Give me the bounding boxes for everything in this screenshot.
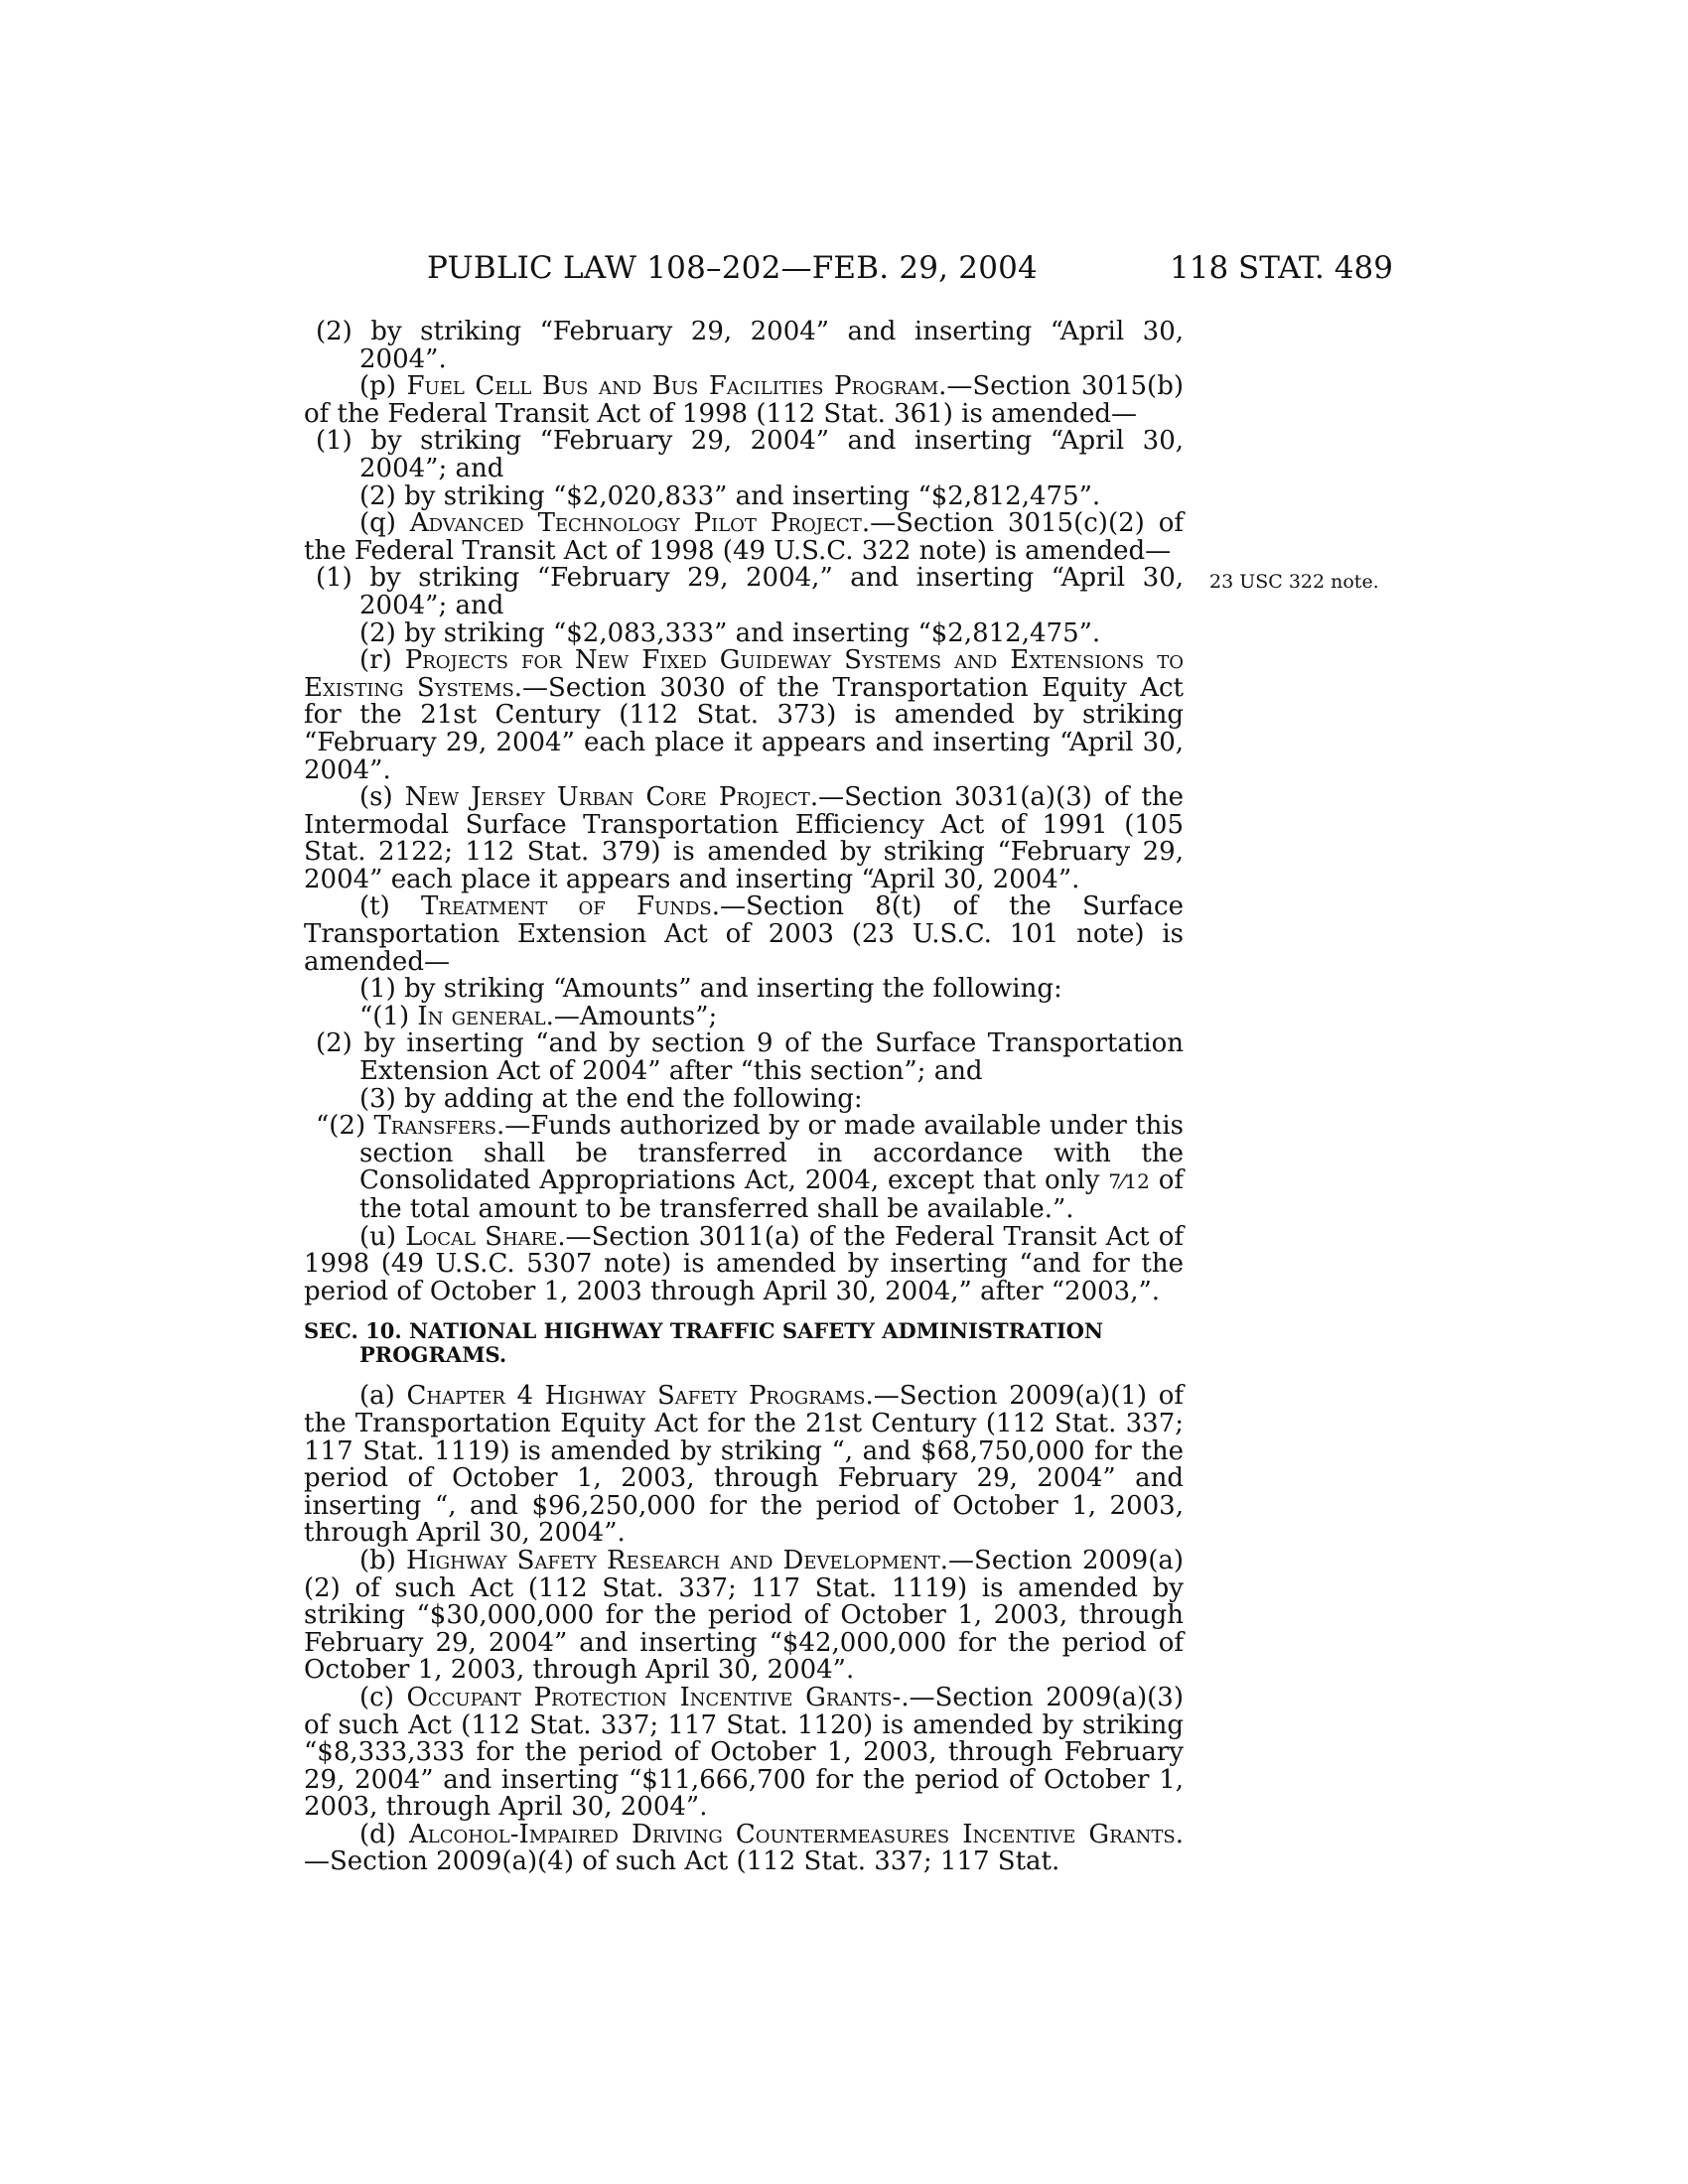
paragraph-p-2: (2) by striking “$2,020,833” and inserting “$2,812,475”. xyxy=(359,480,1101,511)
section-title: SEC. 10. NATIONAL HIGHWAY TRAFFIC SAFETY ADMINISTRATION PROGRAMS. xyxy=(304,1318,1104,1368)
paragraph-b xyxy=(304,1545,1184,1686)
paragraph-label: (d) xyxy=(359,1819,410,1849)
paragraph-t-2: (2) by inserting “and by section 9 of the Surface Transportation Extension Act of 2004” after “this section”; and xyxy=(316,1028,1184,1087)
section-heading: Treatment of Funds xyxy=(420,891,712,922)
section-heading: Fuel Cell Bus and Bus Facilities Program xyxy=(406,371,939,402)
section-heading: Local Share xyxy=(405,1221,558,1252)
paragraph-t-3-quote xyxy=(304,1113,1184,1223)
section-heading: Projects for New Fixed Guideway Systems and Extensions to Existing Systems xyxy=(304,645,1184,703)
paragraph-c xyxy=(304,1682,1184,1823)
paragraph-t-1-quote xyxy=(304,1001,1184,1031)
paragraph-label: (a) xyxy=(359,1381,407,1412)
paragraph-text: -.—Section 2009(a)(3) of such Act (112 Stat. 337; 117 Stat. 1120) is amended by striking “$8,333,333 for the period of October 1, 2003, through February 29, 2004” and inserting “$11,666,700 for the period of October 1, 2003, through April 30, 2004”. xyxy=(304,1682,1184,1823)
fraction: 7⁄12 xyxy=(1108,1169,1150,1194)
section-heading: Advanced Technology Pilot Project xyxy=(409,508,862,539)
paragraph-t-1: (1) by striking “Amounts” and inserting the following: xyxy=(359,974,1062,1005)
paragraph-q-2: (2) by striking “$2,083,333” and inserting “$2,812,475”. xyxy=(359,617,1101,648)
paragraph-label: (r) xyxy=(359,645,405,676)
paragraph-q xyxy=(304,510,1184,565)
paragraph-text: .—Section 3015(b) of the Federal Transit Act of 1998 (112 Stat. 361) is amended— xyxy=(304,371,1184,429)
paragraph-text: .—Section 2009(a)(2) of such Act (112 Stat. 337; 117 Stat. 1119) is amended by striking “$30,000,000 for the period of October 1, 2003, through February 29, 2004” and inserting “$42,000,000 for the period of October 1, 2003, through April 30, 2004”. xyxy=(304,1545,1184,1686)
paragraph-text: .—Section 3030 of the Transportation Equity Act for the 21st Century (112 Stat. 373) is amended by striking “February 29, 2004” each place it appears and inserting “April 30, 2004”. xyxy=(304,672,1184,785)
paragraph-label: (p) xyxy=(359,371,407,402)
paragraph-s xyxy=(304,784,1184,893)
paragraph-r xyxy=(304,647,1184,784)
section-heading: Occupant Protection Incentive Grants xyxy=(406,1682,893,1712)
page-number: 118 STAT. 489 xyxy=(1170,250,1393,286)
paragraph-text: .—Amounts”; xyxy=(545,1001,718,1031)
paragraph-d xyxy=(304,1819,1184,1877)
paragraph-p xyxy=(304,373,1184,428)
section-heading: New Jersey Urban Core Project xyxy=(404,782,810,813)
paragraph-label: “(2) xyxy=(316,1111,374,1142)
paragraph-text-tail: of the total amount to be transferred shall be available.”. xyxy=(359,1165,1184,1224)
paragraph-label: (b) xyxy=(359,1545,406,1575)
paragraph-q-1: (1) by striking “February 29, 2004,” and inserting “April 30, 2004”; and xyxy=(316,563,1184,620)
paragraph-text: .—Section 8(t) of the Surface Transportation Extension Act of 2003 (23 U.S.C. 101 note) is amended— xyxy=(304,891,1184,977)
paragraph-text: .—Funds authorized by or made available under this section shall be transferred in accordance with the Consolidated Appropriations Act, 2004, except that only xyxy=(359,1111,1184,1196)
paragraph-p-1: (1) by striking “February 29, 2004” and inserting “April 30, 2004”; and xyxy=(316,426,1184,483)
paragraph-text: .—Section 3015(c)(2) of the Federal Transit Act of 1998 (49 U.S.C. 322 note) is amended— xyxy=(304,508,1184,566)
paragraph-label: (u) xyxy=(359,1221,406,1252)
paragraph-label: (s) xyxy=(359,782,405,813)
paragraph-text: .—Section 2009(a)(1) of the Transportation Equity Act for the 21st Century (112 Stat. 337; 117 Stat. 1119) is amended by striking “, and $68,750,000 for the period of October 1, 2003, through February 29, 2004” and inserting “, and $96,250,000 for the period of October 1, 2003, through April 30, 2004”. xyxy=(304,1381,1185,1549)
paragraph-u xyxy=(304,1221,1184,1306)
paragraph-text: .—Section 3031(a)(3) of the Intermodal Surface Transportation Efficiency Act of 1991 (105 Stat. 2122; 112 Stat. 379) is amended by striking “February 29, 2004” each place it appears and inserting “April 30, 2004”. xyxy=(304,782,1184,894)
paragraph-label: (c) xyxy=(359,1682,407,1712)
section-heading: Transfers xyxy=(373,1111,496,1142)
section-heading: In general xyxy=(417,1001,546,1031)
section-heading: Highway Safety Research and Development xyxy=(405,1545,940,1575)
body-text xyxy=(304,319,1184,1876)
paragraph-text: .—Section 3011(a) of the Federal Transit Act of 1998 (49 U.S.C. 5307 note) is amended by inserting “and for the period of October 1, 2003 through April 30, 2004,” after “2003,”. xyxy=(304,1221,1184,1306)
paragraph-label: (q) xyxy=(359,508,410,539)
paragraph-text: .—Section 2009(a)(4) of such Act (112 Stat. 337; 117 Stat. xyxy=(304,1819,1184,1877)
paragraph-t xyxy=(304,893,1184,976)
paragraph-o-2: (2) by striking “February 29, 2004” and inserting “April 30, 2004”. xyxy=(316,317,1184,374)
margin-note: 23 USC 322 note. xyxy=(1209,571,1379,593)
paragraph-a xyxy=(304,1383,1184,1548)
paragraph-label: (t) xyxy=(359,891,421,922)
section-heading: Chapter 4 Highway Safety Programs xyxy=(406,1381,866,1412)
running-header: PUBLIC LAW 108–202—FEB. 29, 2004 xyxy=(427,250,1038,286)
section-heading: Alcohol-Impaired Driving Countermeasures Incentive Grants xyxy=(409,1819,1176,1849)
paragraph-label: “(1) xyxy=(359,1001,418,1031)
paragraph-t-3: (3) by adding at the end the following: xyxy=(359,1083,863,1114)
